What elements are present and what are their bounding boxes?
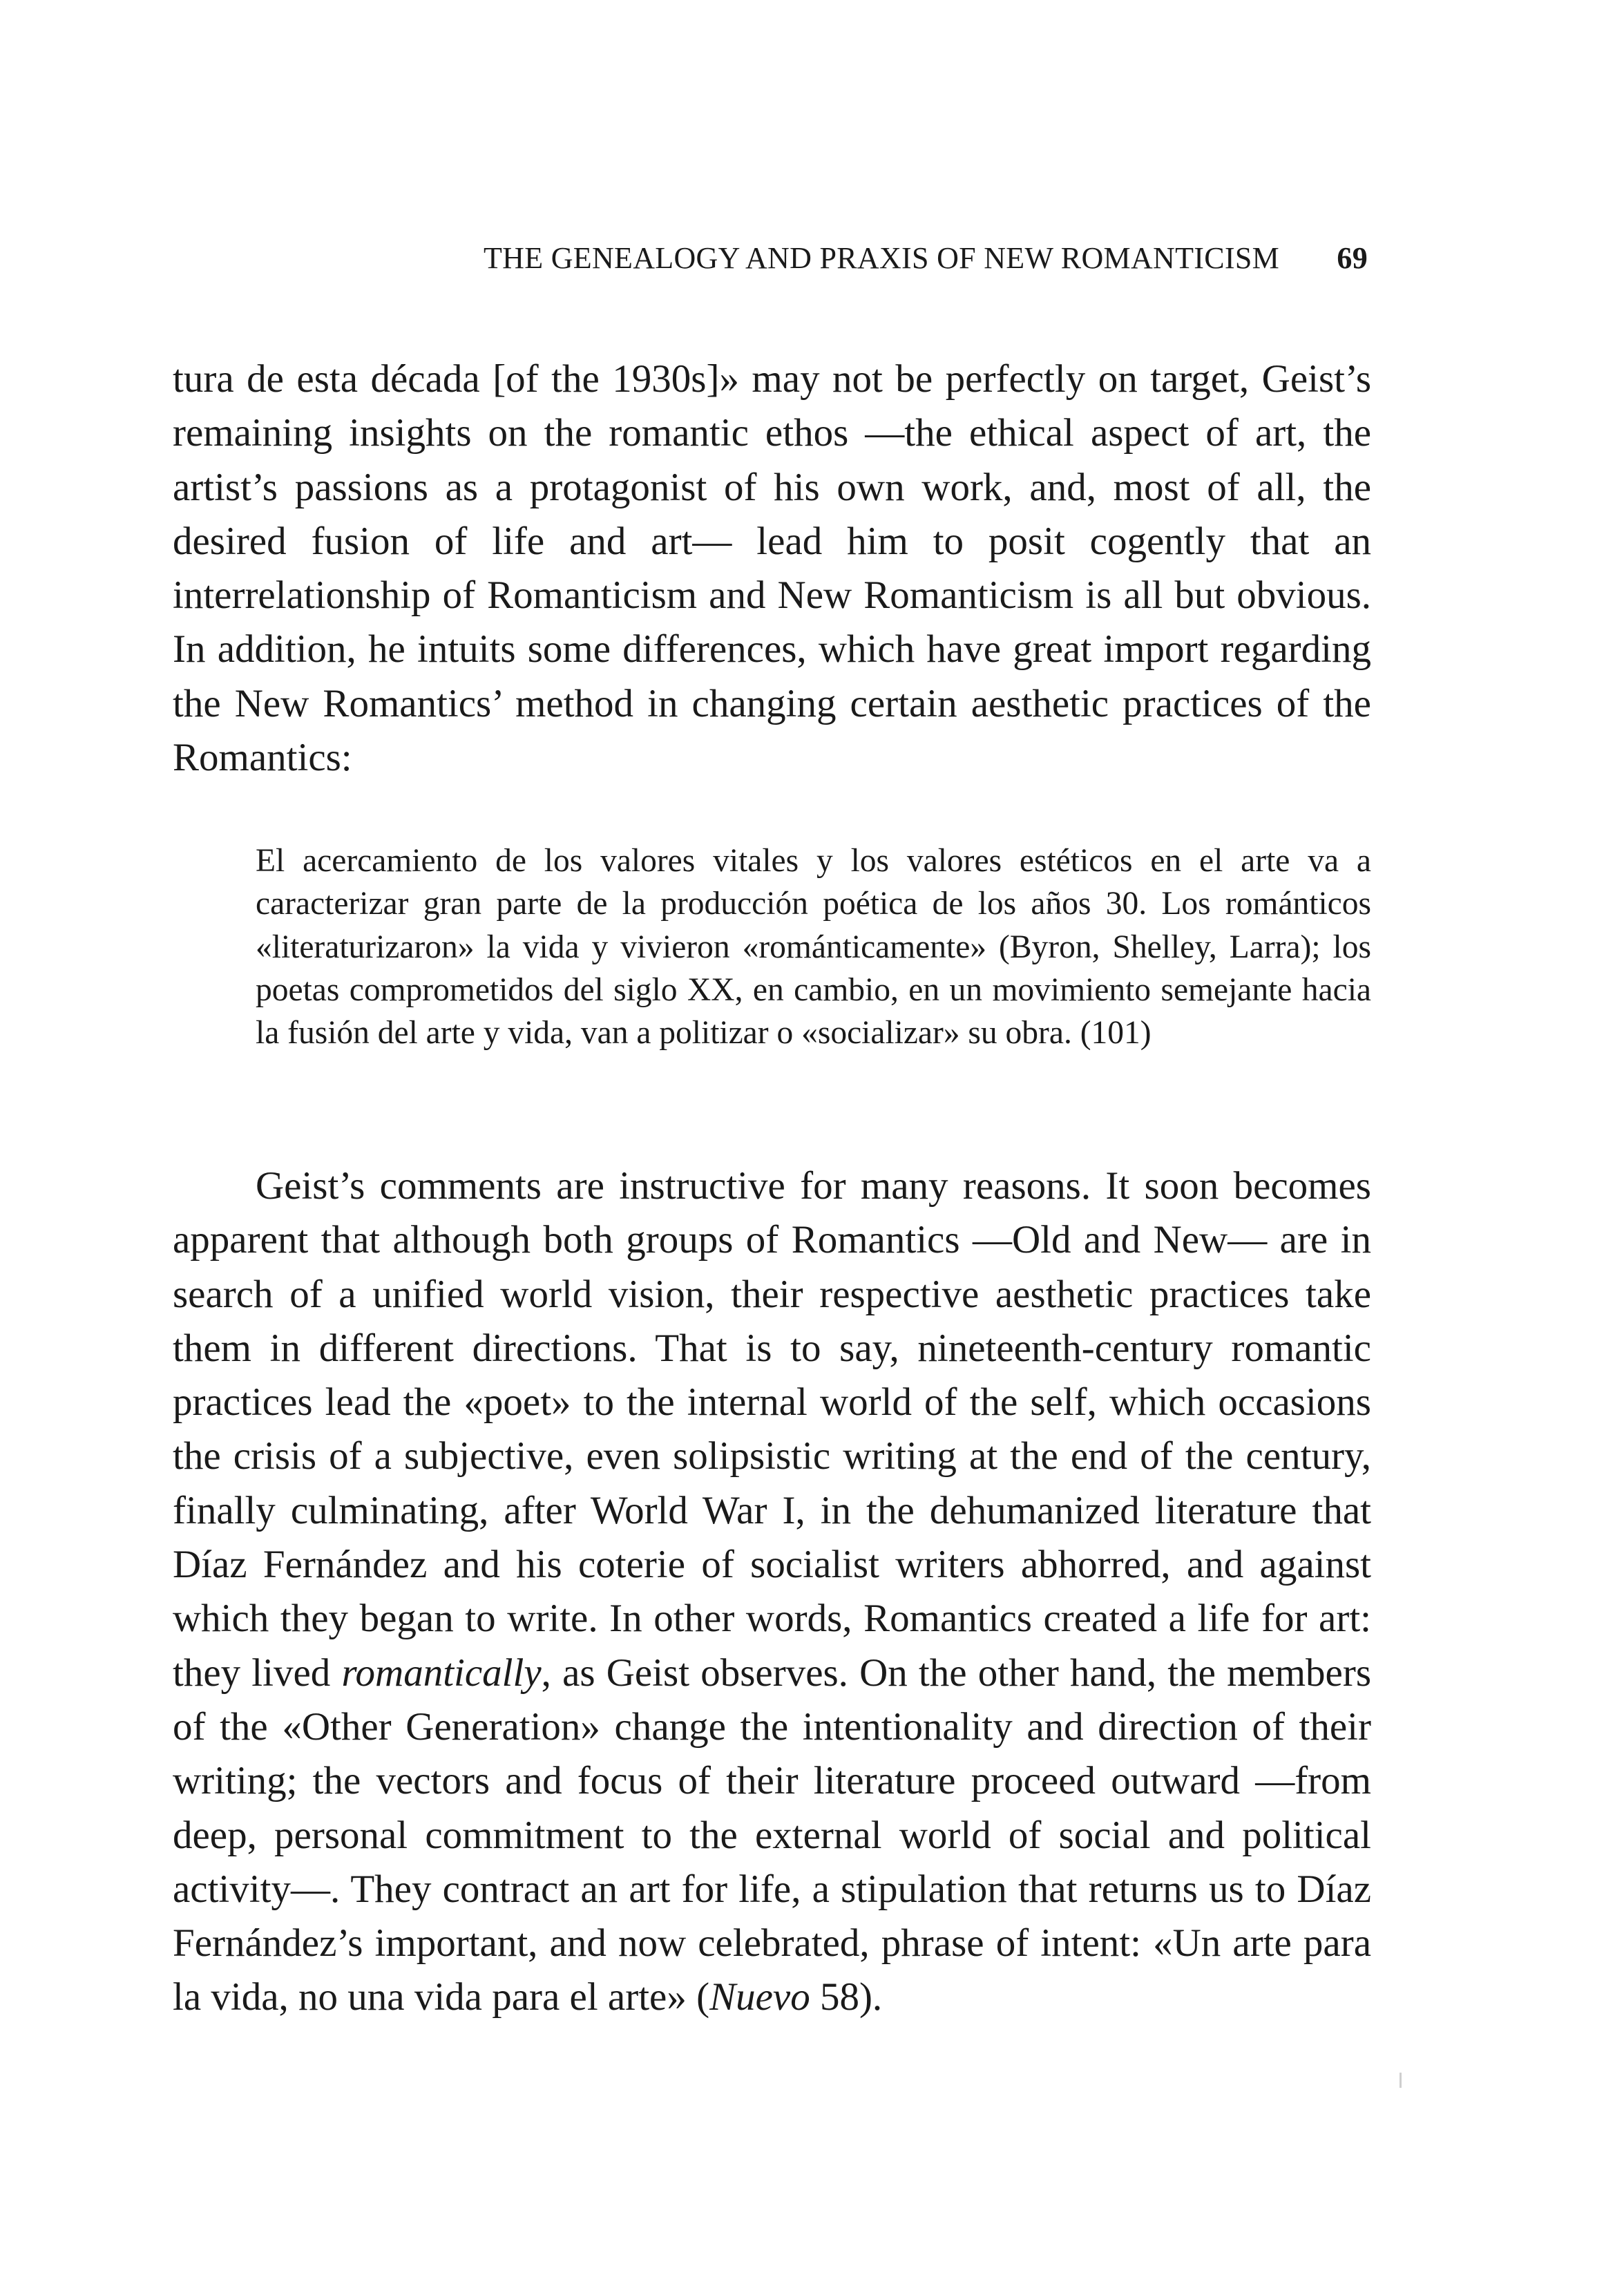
italic-nuevo: Nuevo	[709, 1975, 810, 2019]
body-paragraph-2	[173, 1159, 1371, 2025]
paragraph-2-text-a: Geist’s comments are instructive for many reasons. It soon becomes apparent that although both groups of Romantics —Old and New— are in search of a unified world vision, their respective aesthetic practices take them in different directions. That is to say, nineteenth-century romantic practices lead the «poet» to the internal world of the self, which occasions the crisis of a subjective, even solipsistic writing at the end of the century, finally culminating, after World War I, in the dehumanized literature that Díaz Fernández and his coterie of socialist writers abhorred, and against which they began to write. In other words, Romantics created a life for art: they lived	[173, 1164, 1371, 1695]
running-head	[484, 240, 1368, 276]
paragraph-2-text-c: 58).	[810, 1975, 883, 2019]
running-head-title: THE GENEALOGY AND PRAXIS OF NEW ROMANTICISM	[484, 241, 1280, 275]
paragraph-2-text-b: , as Geist observes. On the other hand, the members of the «Other Generation» change the intentionality and direction of their writing; the vectors and focus of their literature proceed outward —from deep, personal commitment to the external world of social and political activity—. They contract an art for life, a stipulation that returns us to Díaz Fernández’s important, and now celebrated, phrase of intent: «Un arte para la vida, no una vida para el arte» (	[173, 1650, 1372, 2019]
page-number: 69	[1337, 241, 1368, 275]
italic-romantically: romantically	[341, 1650, 542, 1695]
scan-speck	[1399, 2073, 1402, 2088]
block-quote: El acercamiento de los valores vitales y los valores estéticos en el arte va a caracterizar gran parte de la producción poética de los años 30. Los románticos «literaturizaron» la vida y vivieron «románticamente» (Byron, Shelley, Larra); los poetas comprometidos del siglo XX, en cambio, en un movimiento semejante hacia la fusión del arte y vida, van a politizar o «socializar» su obra. (101)	[256, 843, 1371, 1052]
body-paragraph-1: tura de esta década [of the 1930s]» may not be perfectly on target, Geist’s remaining insights on the romantic ethos —the ethical aspect of art, the artist’s passions as a protagonist of his own work, and, most of all, the desired fusion of life and art— lead him to posit cogently that an interrelationship of Romanticism and New Romanticism is all but obvious. In addition, he intuits some differences, which have great import regarding the New Romantics’ method in changing certain aesthetic practices of the Romantics:	[173, 357, 1371, 780]
